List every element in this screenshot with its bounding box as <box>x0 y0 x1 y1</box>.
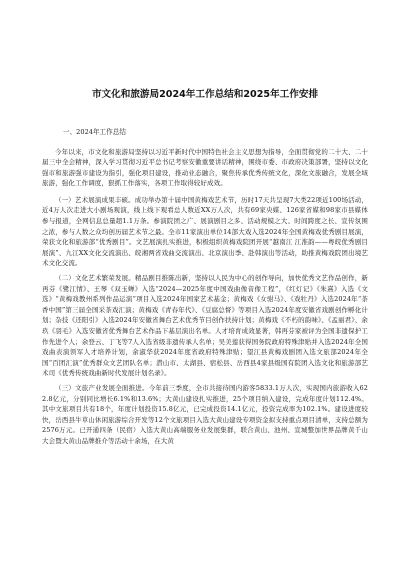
section-heading-2024-summary: 一、2024年工作总结 <box>63 128 126 136</box>
item-art-performance-paragraph: （一）艺术展演成果丰硕。成功举办第十届中国黄梅戏艺术节，历时17天共呈现7大类22项近100场活动，近4万人次走进大小剧场观演，线上线下观看总人数近XX万人次，共有69家央媒、126家省媒和98家市县媒体参与报道，全网信息总量超1.1万条。参演院团之广、展演剧目之多、活动规模之大、时间跨度之长、宣传氛围之浓，参与人数之众均创历届艺术节之最。全市11家演出单位14部大戏入选2024年全国黄梅戏优秀剧目展演，荣获文化和旅游部“优秀剧目”。文艺展演扎实推进，积极组织黄梅戏院团开展“越南江 江淮韵——粤皖优秀剧目展演”、九江XX文化交流演出、皖湘两省戏曲交流演出、北京演出季、赴韩演出等活动，助推黄梅戏院团出境艺术文化交流。 <box>42 195 368 268</box>
document-title: 市文化和旅游局2024年工作总结和2025年工作安排 <box>91 89 319 100</box>
item-culture-art-paragraph: （二）文化艺术繁荣发展。精品剧目推陈出新，坚持以人民为中心的创作导向，加快优秀文艺作品创作，新再芬《鹭江情》、王琴《双玉蝉》入选“2024—2025年度中国戏曲像音像工程”，《红灯记》《朱熹》入选《文选》“黄梅戏教州系列作品运演”项目入选2024年国家艺术基金；黄梅戏《女驸马》、《戏牡丹》入选2024年“茶香中国”第三届全国采茶戏汇演；黄梅戏《青春年代》、《豆腐总督》等项目入选2024年度安徽省戏剧创作孵化计划；杂技《还阳引》入选2024年安徽省舞台艺术优秀节目创作扶持计划；黄梅戏《不朽的韵味》、《孟丽君》、余玖《羽毛》入选安徽省优秀舞台艺术作品下基层演出名单。人才培育成效显著，韩再芬家被评为全国非遗保护工作先进个人；余登云、丁飞等7人入选省级非遗传承人名单；吴美莲获得国务院政府特殊津贴并入选2024年全国戏曲表演领军人才培养计划，余淑华获2024年度省政府特殊津贴；望江县黄梅戏剧团入选文旅部2024年全国“百团汇演”优秀群众文艺团队名单；潜山市、太湖县、宿松县、岳西县4家县级国有院团入选文化和旅游部艺术司《优秀传统戏曲新时代发展计划名录》。 <box>42 274 368 378</box>
item-tourism-industry-paragraph: （三）文旅产业发展全面推进。今年前三季度，全市共接待国内游客5833.1万人次，实现国内旅游收入622.8亿元，分别同比增长6.1%和13.6%；大黄山建设扎实推进，25个项目纳入建设，完成年度计划112.4%。其中文旅项目共有18个，年度计划投资15.8亿元，已完成投资14.1亿元，投资完成率为102.1%。建设进度较快，岳西县牛草山休闲旅游综合开发等12个文旅项目入选大黄山建设专项资金拟支持重点项目清单，支持总额为2576万元。已开通四条（民宿）入选大黄山高端服务业发展集群，联合黄山、池州、宣城整加世界品牌黄千山大会暨大黄山品牌推介等活动十余场，在大黄 <box>42 383 368 445</box>
intro-paragraph: 今年以来，市文化和旅游局坚持以习近平新时代中国特色社会主义思想为指导，全面贯彻党的二十大、二十届三中全会精神，深入学习贯彻习近平总书记考察安徽重要讲话精神，围绕市委、市政府决策部署，坚持以文化强市和旅游强市建设为指引，强化项目建设，推动业态融合，聚焦传承优秀传统文化，深化文旅融合，发展全域旅游，强化工作调度，狠抓工作落实，各项工作取得较好成效。 <box>42 147 368 188</box>
